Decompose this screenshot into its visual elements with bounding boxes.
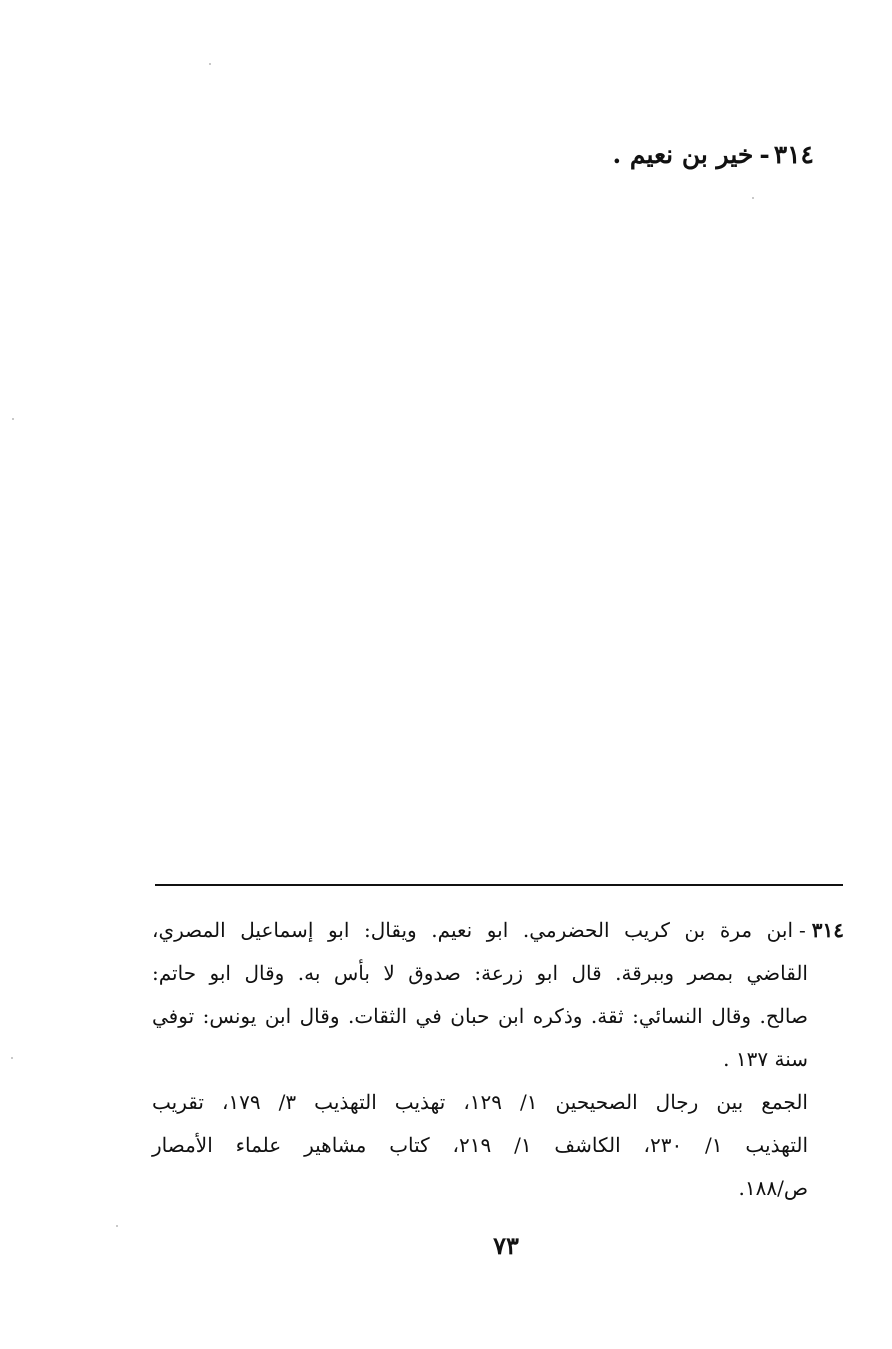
reference-line: الجمع بين رجال الصحيحين ١/ ١٢٩، تهذيب التهذيب ٣/ ١٧٩، تقريب — [152, 1090, 808, 1114]
footnote-block — [152, 909, 844, 1210]
reference-line: التهذيب ١/ ٢٣٠، الكاشف ١/ ٢١٩، كتاب مشاهير علماء الأمصار — [152, 1133, 809, 1157]
footnote-line-text: سنة ١٣٧ . — [723, 1047, 808, 1071]
footnote-line — [152, 1038, 844, 1081]
entry-number: ٣١٤ — [773, 140, 814, 169]
entry-heading — [613, 140, 814, 170]
footnote-line — [152, 909, 844, 952]
footnote-line-text: صالح. وقال النسائي: ثقة. وذكره ابن حبان في الثقات. وقال ابن يونس: توفي — [152, 1004, 808, 1028]
scan-speck — [12, 418, 14, 420]
page-number: ٧٣ — [493, 1231, 519, 1260]
entry-dash: - — [759, 140, 770, 169]
footnote-line — [152, 995, 844, 1038]
scan-speck — [116, 1225, 118, 1227]
footnote-line-text: ابن مرة بن كريب الحضرمي. ابو نعيم. ويقال: ابو إسماعيل المصري، — [152, 918, 793, 942]
scan-speck — [752, 197, 754, 199]
references-block — [152, 1081, 844, 1210]
footnote-divider — [155, 884, 843, 886]
reference-line: ص/١٨٨. — [738, 1176, 808, 1200]
footnote-dash: - — [799, 918, 806, 942]
footnote-line-text: القاضي بمصر وببرقة. قال ابو زرعة: صدوق لا بأس به. وقال ابو حاتم: — [152, 961, 808, 985]
footnote-number: ٣١٤ — [811, 918, 844, 942]
footnote-line — [152, 952, 844, 995]
scan-speck — [209, 63, 211, 65]
scan-speck — [11, 1057, 13, 1059]
entry-title: خير بن نعيم . — [612, 140, 754, 169]
